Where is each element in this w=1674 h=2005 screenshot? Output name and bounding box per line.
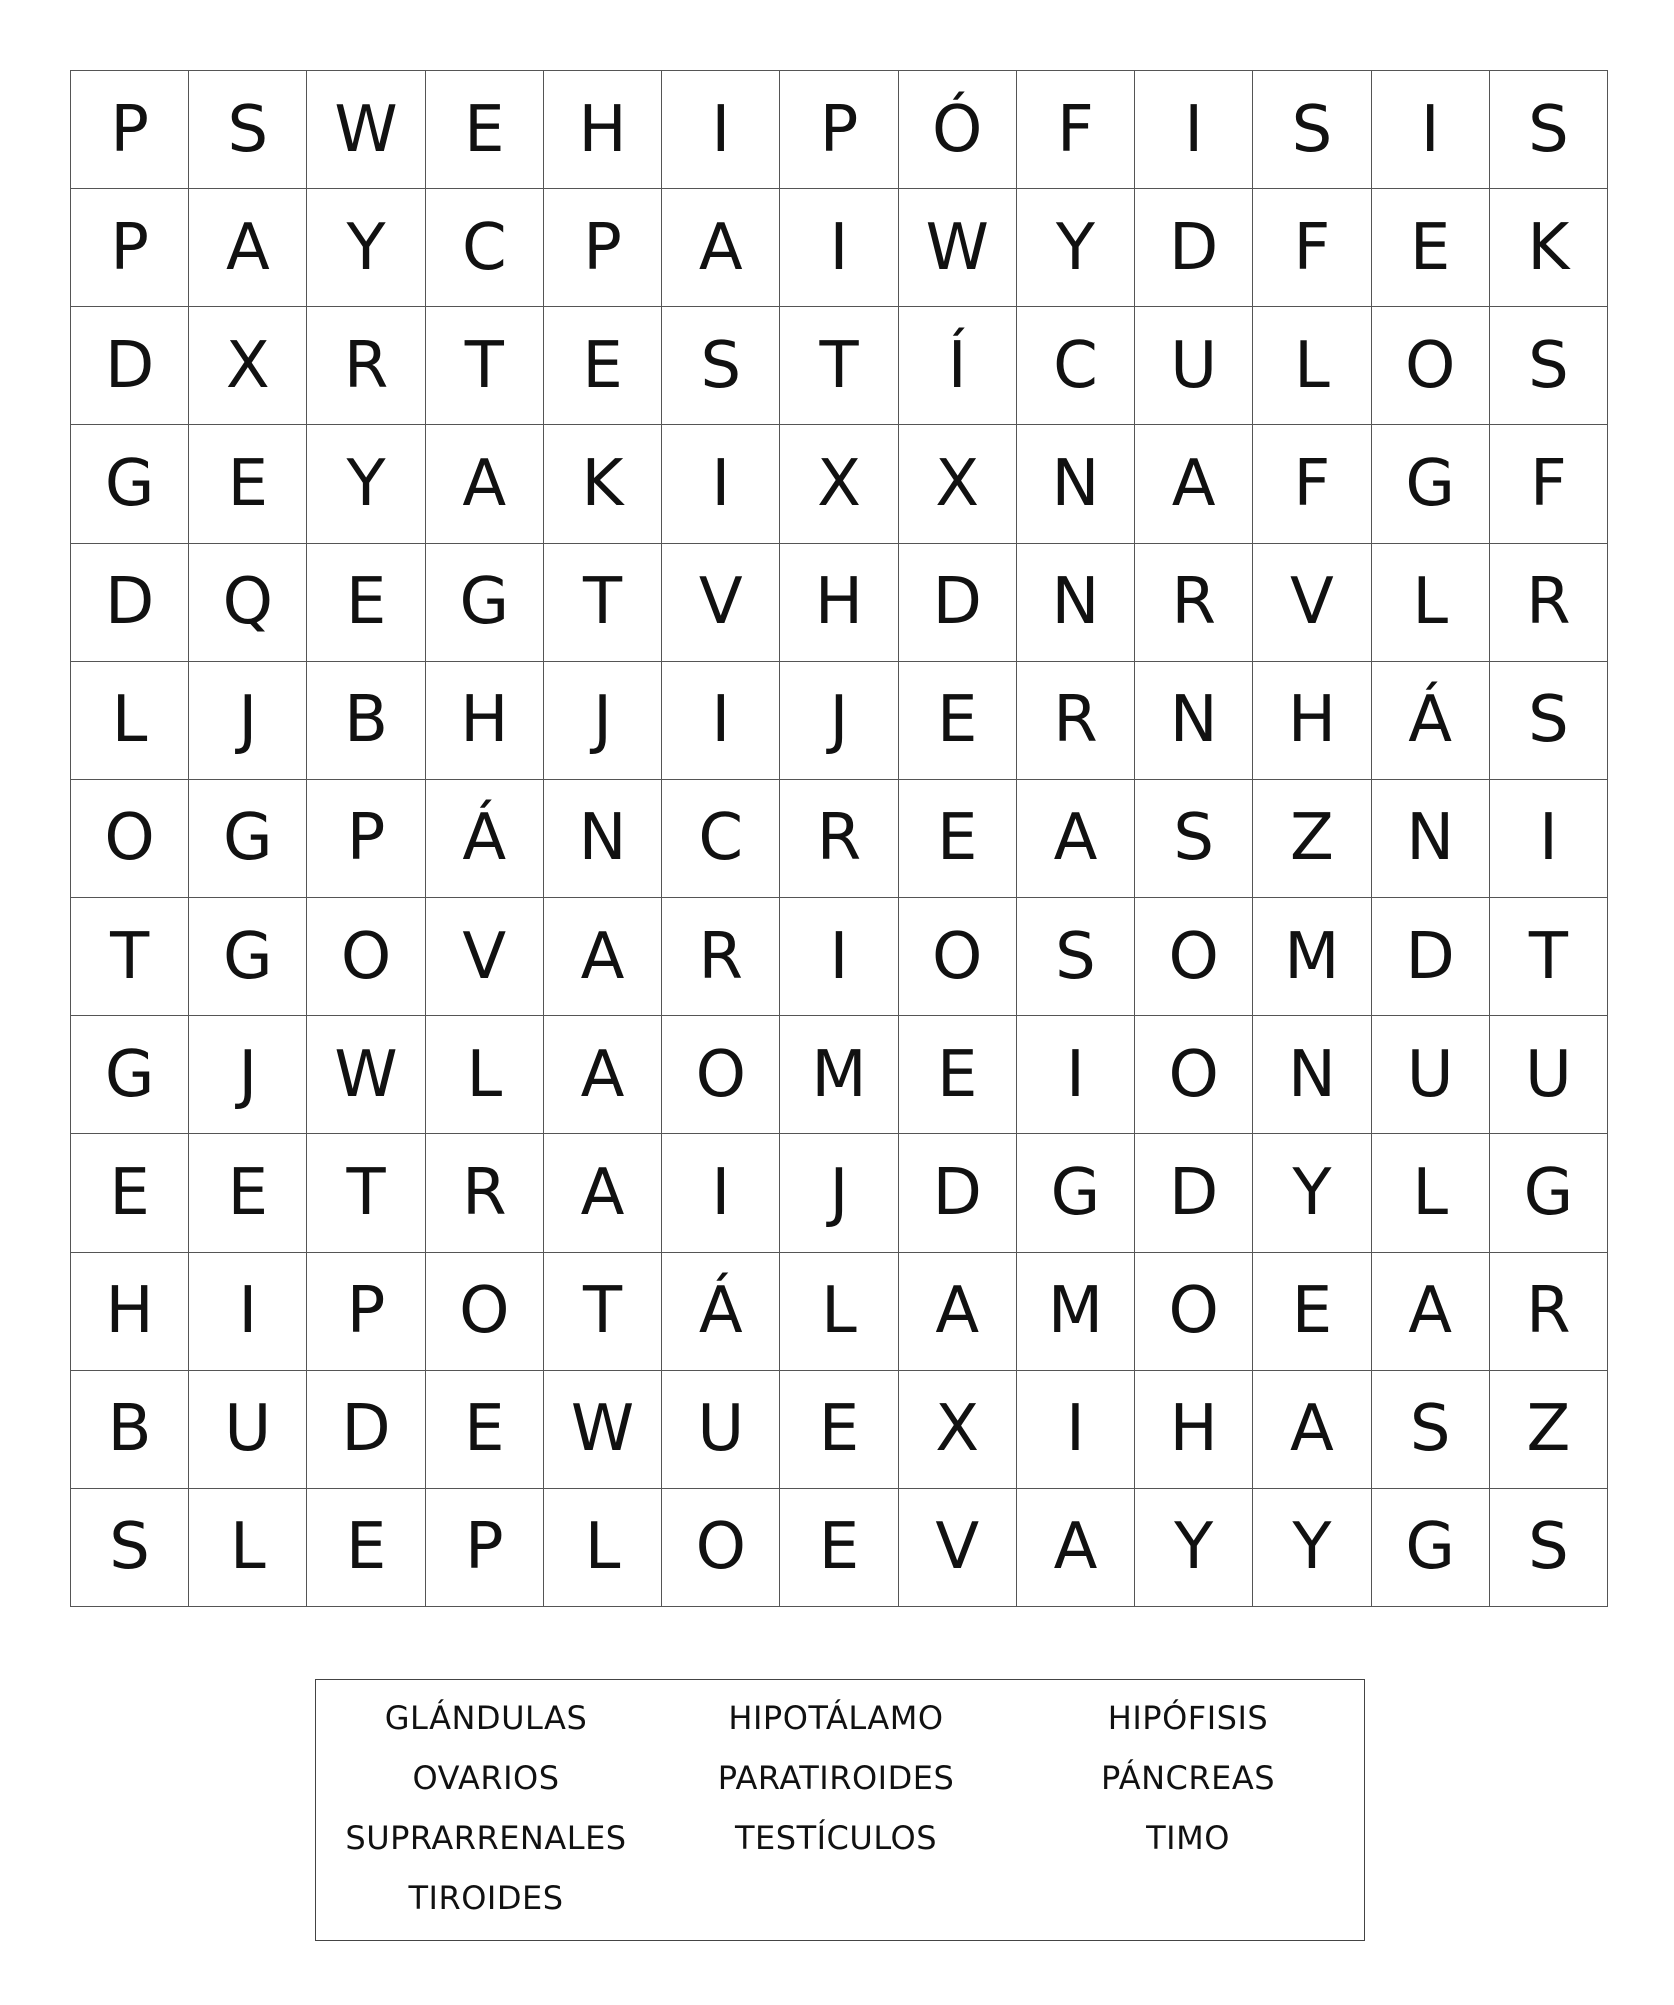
grid-cell[interactable]: A xyxy=(189,189,307,307)
grid-cell[interactable]: U xyxy=(662,1371,780,1489)
grid-cell[interactable]: E xyxy=(780,1489,898,1607)
grid-cell[interactable]: O xyxy=(1135,898,1253,1016)
grid-cell[interactable]: A xyxy=(426,425,544,543)
grid-cell[interactable]: B xyxy=(307,662,425,780)
grid-cell[interactable]: Á xyxy=(426,780,544,898)
grid-cell[interactable]: N xyxy=(544,780,662,898)
grid-cell[interactable]: H xyxy=(71,1253,189,1371)
grid-cell[interactable]: H xyxy=(780,544,898,662)
grid-cell[interactable]: X xyxy=(189,307,307,425)
grid-cell[interactable]: E xyxy=(899,1016,1017,1134)
grid-cell[interactable]: A xyxy=(1017,780,1135,898)
word-bank-item: GLÁNDULAS xyxy=(384,1699,588,1737)
grid-cell[interactable]: C xyxy=(426,189,544,307)
grid-cell[interactable]: I xyxy=(189,1253,307,1371)
grid-cell[interactable]: E xyxy=(544,307,662,425)
grid-cell[interactable]: A xyxy=(1253,1371,1371,1489)
grid-cell[interactable]: R xyxy=(1490,1253,1608,1371)
grid-cell[interactable]: G xyxy=(1372,425,1490,543)
grid-cell[interactable]: R xyxy=(1490,544,1608,662)
grid-cell[interactable]: R xyxy=(1017,662,1135,780)
grid-cell[interactable]: J xyxy=(544,662,662,780)
grid-cell[interactable]: S xyxy=(1017,898,1135,1016)
grid-cell[interactable]: O xyxy=(71,780,189,898)
grid-cell[interactable]: Y xyxy=(307,189,425,307)
grid-cell[interactable]: Y xyxy=(1135,1489,1253,1607)
grid-cell[interactable]: R xyxy=(307,307,425,425)
grid-cell[interactable]: I xyxy=(780,189,898,307)
grid-cell[interactable]: S xyxy=(1490,662,1608,780)
grid-cell[interactable]: V xyxy=(1253,544,1371,662)
grid-cell[interactable]: O xyxy=(1135,1016,1253,1134)
grid-cell[interactable]: M xyxy=(1017,1253,1135,1371)
grid-cell[interactable]: A xyxy=(1135,425,1253,543)
grid-cell[interactable]: P xyxy=(544,189,662,307)
grid-cell[interactable]: E xyxy=(189,425,307,543)
word-bank-item: HIPOTÁLAMO xyxy=(728,1699,944,1737)
grid-cell[interactable]: G xyxy=(71,425,189,543)
grid-cell[interactable]: W xyxy=(307,1016,425,1134)
grid-cell[interactable]: A xyxy=(899,1253,1017,1371)
grid-cell[interactable]: G xyxy=(189,898,307,1016)
grid-cell[interactable]: D xyxy=(899,544,1017,662)
grid-cell[interactable]: E xyxy=(426,1371,544,1489)
grid-cell[interactable]: A xyxy=(662,189,780,307)
grid-cell[interactable]: E xyxy=(189,1134,307,1252)
grid-cell[interactable]: U xyxy=(1135,307,1253,425)
grid-cell[interactable]: L xyxy=(1372,544,1490,662)
grid-cell[interactable]: O xyxy=(1135,1253,1253,1371)
grid-cell[interactable]: G xyxy=(189,780,307,898)
grid-cell[interactable]: S xyxy=(662,307,780,425)
grid-cell[interactable]: C xyxy=(662,780,780,898)
grid-cell[interactable]: G xyxy=(1017,1134,1135,1252)
word-bank-item: OVARIOS xyxy=(412,1759,560,1797)
grid-cell[interactable]: S xyxy=(1490,307,1608,425)
grid-cell[interactable]: W xyxy=(307,71,425,189)
grid-cell[interactable]: F xyxy=(1253,425,1371,543)
grid-cell[interactable]: T xyxy=(544,544,662,662)
grid-cell[interactable]: U xyxy=(1490,1016,1608,1134)
grid-cell[interactable]: R xyxy=(426,1134,544,1252)
grid-cell[interactable]: A xyxy=(544,1016,662,1134)
grid-cell[interactable]: D xyxy=(1135,1134,1253,1252)
grid-cell[interactable]: E xyxy=(71,1134,189,1252)
grid-cell[interactable]: P xyxy=(307,1253,425,1371)
grid-cell[interactable]: O xyxy=(662,1489,780,1607)
grid-cell[interactable]: O xyxy=(426,1253,544,1371)
grid-cell[interactable]: O xyxy=(662,1016,780,1134)
grid-cell[interactable]: Y xyxy=(1253,1489,1371,1607)
grid-cell[interactable]: H xyxy=(1253,662,1371,780)
grid-cell[interactable]: I xyxy=(1135,71,1253,189)
grid-cell[interactable]: I xyxy=(662,425,780,543)
word-bank-item: PÁNCREAS xyxy=(1100,1759,1276,1797)
grid-cell[interactable]: L xyxy=(426,1016,544,1134)
letter-grid xyxy=(70,70,1608,1607)
grid-cell[interactable]: Á xyxy=(1372,662,1490,780)
grid-cell[interactable]: J xyxy=(780,662,898,780)
grid-cell[interactable]: G xyxy=(1490,1134,1608,1252)
grid-cell[interactable]: I xyxy=(1490,780,1608,898)
grid-cell[interactable]: K xyxy=(1490,189,1608,307)
grid-cell[interactable]: S xyxy=(189,71,307,189)
grid-cell[interactable]: E xyxy=(426,71,544,189)
grid-cell[interactable]: E xyxy=(1372,189,1490,307)
grid-cell[interactable]: Á xyxy=(662,1253,780,1371)
grid-cell[interactable]: P xyxy=(426,1489,544,1607)
word-bank-item: TIROIDES xyxy=(408,1879,564,1917)
grid-cell[interactable]: P xyxy=(71,189,189,307)
grid-cell[interactable]: M xyxy=(780,1016,898,1134)
grid-cell[interactable]: R xyxy=(662,898,780,1016)
grid-cell[interactable]: T xyxy=(544,1253,662,1371)
grid-cell[interactable]: W xyxy=(544,1371,662,1489)
grid-cell[interactable]: L xyxy=(1372,1134,1490,1252)
grid-cell[interactable]: N xyxy=(1017,544,1135,662)
grid-cell[interactable]: B xyxy=(71,1371,189,1489)
grid-cell[interactable]: P xyxy=(307,780,425,898)
grid-cell[interactable]: N xyxy=(1253,1016,1371,1134)
grid-cell[interactable]: O xyxy=(899,898,1017,1016)
word-bank-item: TIMO xyxy=(1146,1819,1230,1857)
grid-cell[interactable]: L xyxy=(544,1489,662,1607)
word-bank-item: PARATIROIDES xyxy=(717,1759,955,1797)
grid-cell[interactable]: D xyxy=(1135,189,1253,307)
grid-cell[interactable]: X xyxy=(780,425,898,543)
grid-cell[interactable]: X xyxy=(899,425,1017,543)
grid-cell[interactable]: U xyxy=(1372,1016,1490,1134)
grid-cell[interactable]: Í xyxy=(899,307,1017,425)
word-bank-item: TESTÍCULOS xyxy=(734,1819,938,1857)
grid-cell[interactable]: I xyxy=(662,71,780,189)
grid-cell[interactable]: S xyxy=(1372,1371,1490,1489)
grid-cell[interactable]: U xyxy=(189,1371,307,1489)
grid-cell[interactable]: E xyxy=(899,662,1017,780)
grid-cell[interactable]: F xyxy=(1017,71,1135,189)
grid-cell[interactable]: J xyxy=(780,1134,898,1252)
grid-cell[interactable]: Ó xyxy=(899,71,1017,189)
grid-cell[interactable]: Z xyxy=(1253,780,1371,898)
grid-cell[interactable]: E xyxy=(307,1489,425,1607)
grid-cell[interactable]: E xyxy=(307,544,425,662)
grid-cell[interactable]: I xyxy=(662,662,780,780)
grid-cell[interactable]: L xyxy=(71,662,189,780)
grid-cell[interactable]: K xyxy=(544,425,662,543)
grid-cell[interactable]: V xyxy=(426,898,544,1016)
grid-cell[interactable]: E xyxy=(780,1371,898,1489)
grid-cell[interactable]: N xyxy=(1017,425,1135,543)
grid-cell[interactable]: W xyxy=(899,189,1017,307)
grid-cell[interactable]: I xyxy=(662,1134,780,1252)
grid-cell[interactable]: T xyxy=(426,307,544,425)
grid-cell[interactable]: D xyxy=(899,1134,1017,1252)
grid-cell[interactable]: D xyxy=(1372,898,1490,1016)
word-bank-item: HIPÓFISIS xyxy=(1107,1699,1269,1737)
grid-cell[interactable]: A xyxy=(1372,1253,1490,1371)
grid-cell[interactable]: I xyxy=(780,898,898,1016)
grid-cell[interactable]: H xyxy=(1135,1371,1253,1489)
grid-cell[interactable]: R xyxy=(780,780,898,898)
grid-cell[interactable]: L xyxy=(1253,307,1371,425)
grid-cell[interactable]: N xyxy=(1372,780,1490,898)
grid-cell[interactable]: J xyxy=(189,1016,307,1134)
grid-cell[interactable]: A xyxy=(1017,1489,1135,1607)
grid-cell[interactable]: S xyxy=(1253,71,1371,189)
grid-cell[interactable]: S xyxy=(1490,1489,1608,1607)
grid-cell[interactable]: S xyxy=(1490,71,1608,189)
grid-cell[interactable]: E xyxy=(899,780,1017,898)
grid-cell[interactable]: O xyxy=(1372,307,1490,425)
grid-cell[interactable]: E xyxy=(1253,1253,1371,1371)
word-bank xyxy=(315,1679,1365,1941)
grid-cell[interactable]: F xyxy=(1253,189,1371,307)
grid-cell[interactable]: S xyxy=(71,1489,189,1607)
grid-cell[interactable]: I xyxy=(1017,1016,1135,1134)
grid-cell[interactable]: I xyxy=(1372,71,1490,189)
grid-cell[interactable]: T xyxy=(71,898,189,1016)
grid-cell[interactable]: M xyxy=(1253,898,1371,1016)
grid-cell[interactable]: X xyxy=(899,1371,1017,1489)
grid-cell[interactable]: T xyxy=(780,307,898,425)
grid-cell[interactable]: N xyxy=(1135,662,1253,780)
grid-cell[interactable]: T xyxy=(1490,898,1608,1016)
grid-cell[interactable]: L xyxy=(189,1489,307,1607)
grid-cell[interactable]: V xyxy=(899,1489,1017,1607)
grid-cell[interactable]: G xyxy=(71,1016,189,1134)
grid-cell[interactable]: Y xyxy=(1253,1134,1371,1252)
grid-cell[interactable]: P xyxy=(780,71,898,189)
grid-cell[interactable]: T xyxy=(307,1134,425,1252)
grid-cell[interactable]: G xyxy=(1372,1489,1490,1607)
grid-cell[interactable]: D xyxy=(307,1371,425,1489)
grid-cell[interactable]: H xyxy=(426,662,544,780)
grid-cell[interactable]: D xyxy=(71,307,189,425)
grid-cell[interactable]: A xyxy=(544,1134,662,1252)
grid-cell[interactable]: P xyxy=(71,71,189,189)
grid-cell[interactable]: L xyxy=(780,1253,898,1371)
grid-cell[interactable]: V xyxy=(662,544,780,662)
grid-cell[interactable]: Y xyxy=(1017,189,1135,307)
grid-cell[interactable]: Q xyxy=(189,544,307,662)
grid-cell[interactable]: H xyxy=(544,71,662,189)
grid-cell[interactable]: I xyxy=(1017,1371,1135,1489)
grid-cell[interactable]: J xyxy=(189,662,307,780)
grid-cell[interactable]: C xyxy=(1017,307,1135,425)
grid-cell[interactable]: F xyxy=(1490,425,1608,543)
grid-cell[interactable]: O xyxy=(307,898,425,1016)
grid-cell[interactable]: Y xyxy=(307,425,425,543)
grid-cell[interactable]: S xyxy=(1135,780,1253,898)
grid-cell[interactable]: A xyxy=(544,898,662,1016)
grid-cell[interactable]: Z xyxy=(1490,1371,1608,1489)
word-bank-item: SUPRARRENALES xyxy=(345,1819,627,1857)
grid-cell[interactable]: R xyxy=(1135,544,1253,662)
grid-cell[interactable]: D xyxy=(71,544,189,662)
grid-cell[interactable]: G xyxy=(426,544,544,662)
